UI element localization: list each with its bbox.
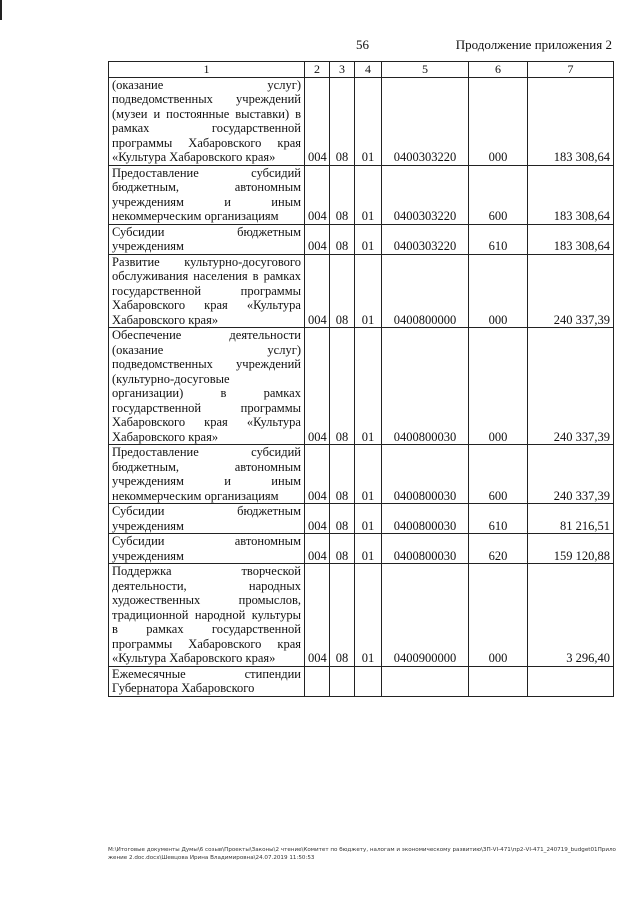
row-subsection-code: 01 bbox=[355, 564, 382, 667]
row-expense-type: 610 bbox=[469, 504, 528, 534]
row-target-code: 0400800030 bbox=[382, 328, 469, 445]
row-target-code: 0400800030 bbox=[382, 504, 469, 534]
row-subsection-code: 01 bbox=[355, 534, 382, 564]
row-target-code bbox=[382, 666, 469, 696]
row-amount: 183 308,64 bbox=[528, 165, 614, 224]
row-target-code: 0400303220 bbox=[382, 77, 469, 165]
row-name: Ежемесячные стипендии Губернатора Хабаровского bbox=[109, 666, 305, 696]
column-header-row bbox=[109, 62, 614, 78]
row-amount: 240 337,39 bbox=[528, 445, 614, 504]
row-amount: 183 308,64 bbox=[528, 224, 614, 254]
row-subsection-code: 01 bbox=[355, 328, 382, 445]
table-row bbox=[109, 445, 614, 504]
table-row bbox=[109, 564, 614, 667]
row-expense-type: 600 bbox=[469, 445, 528, 504]
row-name: Предоставление субсидий бюджетным, автономным учреждениям и иным некоммерческим организациям bbox=[109, 445, 305, 504]
row-section-code: 08 bbox=[330, 504, 355, 534]
row-name: Субсидии автономным учреждениям bbox=[109, 534, 305, 564]
table-row bbox=[109, 504, 614, 534]
table-row bbox=[109, 254, 614, 328]
table-row bbox=[109, 77, 614, 165]
row-target-code: 0400800030 bbox=[382, 534, 469, 564]
row-section-code: 08 bbox=[330, 564, 355, 667]
row-name: Поддержка творческой деятельности, народных художественных промыслов, традиционной народной культуры в рамках государственной программы Хабаровского края «Культура Хабаровского края» bbox=[109, 564, 305, 667]
row-section-code: 08 bbox=[330, 534, 355, 564]
row-section-code: 08 bbox=[330, 165, 355, 224]
row-name: Субсидии бюджетным учреждениям bbox=[109, 224, 305, 254]
row-name: Обеспечение деятельности (оказание услуг) подведомственных учреждений (культурно-досуговые организации) в рамках государственной программы Хабаровского края «Культура Хабаровского края» bbox=[109, 328, 305, 445]
row-expense-type: 000 bbox=[469, 328, 528, 445]
row-name: Субсидии бюджетным учреждениям bbox=[109, 504, 305, 534]
row-ministry-code: 004 bbox=[305, 534, 330, 564]
table-row bbox=[109, 666, 614, 696]
table-row bbox=[109, 165, 614, 224]
row-ministry-code bbox=[305, 666, 330, 696]
row-ministry-code: 004 bbox=[305, 224, 330, 254]
row-ministry-code: 004 bbox=[305, 328, 330, 445]
row-target-code: 0400800000 bbox=[382, 254, 469, 328]
document-path-footer: М:\Итоговые документы Думы\6 созыв\Проекты\Законы\2 чтение\Комитет по бюджету, налогам и экономическому развитию\ЗП-VI-471\пр2-VI-471_240719_budget01Приложение 2.doc.docx\Шевцова Ирина Владимировна\24.07.2019 11:50:53 bbox=[108, 847, 616, 861]
row-ministry-code: 004 bbox=[305, 564, 330, 667]
budget-table bbox=[108, 61, 614, 697]
row-expense-type: 610 bbox=[469, 224, 528, 254]
row-ministry-code: 004 bbox=[305, 445, 330, 504]
row-subsection-code: 01 bbox=[355, 504, 382, 534]
continuation-label: Продолжение приложения 2 bbox=[455, 37, 612, 52]
row-amount: 240 337,39 bbox=[528, 328, 614, 445]
row-ministry-code: 004 bbox=[305, 504, 330, 534]
row-ministry-code: 004 bbox=[305, 165, 330, 224]
row-expense-type bbox=[469, 666, 528, 696]
row-section-code: 08 bbox=[330, 77, 355, 165]
row-amount: 81 216,51 bbox=[528, 504, 614, 534]
row-expense-type: 620 bbox=[469, 534, 528, 564]
row-target-code: 0400303220 bbox=[382, 224, 469, 254]
row-subsection-code bbox=[355, 666, 382, 696]
row-expense-type: 000 bbox=[469, 77, 528, 165]
column-header: 7 bbox=[528, 62, 614, 78]
row-amount: 159 120,88 bbox=[528, 534, 614, 564]
row-amount: 183 308,64 bbox=[528, 77, 614, 165]
row-target-code: 0400800030 bbox=[382, 445, 469, 504]
row-target-code: 0400900000 bbox=[382, 564, 469, 667]
row-expense-type: 600 bbox=[469, 165, 528, 224]
row-subsection-code: 01 bbox=[355, 254, 382, 328]
row-section-code: 08 bbox=[330, 445, 355, 504]
row-expense-type: 000 bbox=[469, 564, 528, 667]
scan-edge-mark bbox=[0, 0, 2, 20]
row-section-code: 08 bbox=[330, 224, 355, 254]
row-amount bbox=[528, 666, 614, 696]
page-number: 56 bbox=[356, 37, 369, 52]
row-expense-type: 000 bbox=[469, 254, 528, 328]
row-section-code: 08 bbox=[330, 328, 355, 445]
table-row bbox=[109, 534, 614, 564]
row-subsection-code: 01 bbox=[355, 77, 382, 165]
column-header: 3 bbox=[330, 62, 355, 78]
column-header: 6 bbox=[469, 62, 528, 78]
row-amount: 3 296,40 bbox=[528, 564, 614, 667]
row-section-code: 08 bbox=[330, 254, 355, 328]
row-subsection-code: 01 bbox=[355, 165, 382, 224]
column-header: 1 bbox=[109, 62, 305, 78]
column-header: 5 bbox=[382, 62, 469, 78]
row-name: Предоставление субсидий бюджетным, автономным учреждениям и иным некоммерческим организациям bbox=[109, 165, 305, 224]
row-ministry-code: 004 bbox=[305, 77, 330, 165]
row-amount: 240 337,39 bbox=[528, 254, 614, 328]
table-row bbox=[109, 224, 614, 254]
row-ministry-code: 004 bbox=[305, 254, 330, 328]
row-name: Развитие культурно-досугового обслуживания населения в рамках государственной программы Хабаровского края «Культура Хабаровского края» bbox=[109, 254, 305, 328]
row-section-code bbox=[330, 666, 355, 696]
column-header: 4 bbox=[355, 62, 382, 78]
column-header: 2 bbox=[305, 62, 330, 78]
row-name: (оказание услуг) подведомственных учреждений (музеи и постоянные выставки) в рамках государственной программы Хабаровского края «Культура Хабаровского края» bbox=[109, 77, 305, 165]
row-target-code: 0400303220 bbox=[382, 165, 469, 224]
table-row bbox=[109, 328, 614, 445]
row-subsection-code: 01 bbox=[355, 445, 382, 504]
row-subsection-code: 01 bbox=[355, 224, 382, 254]
